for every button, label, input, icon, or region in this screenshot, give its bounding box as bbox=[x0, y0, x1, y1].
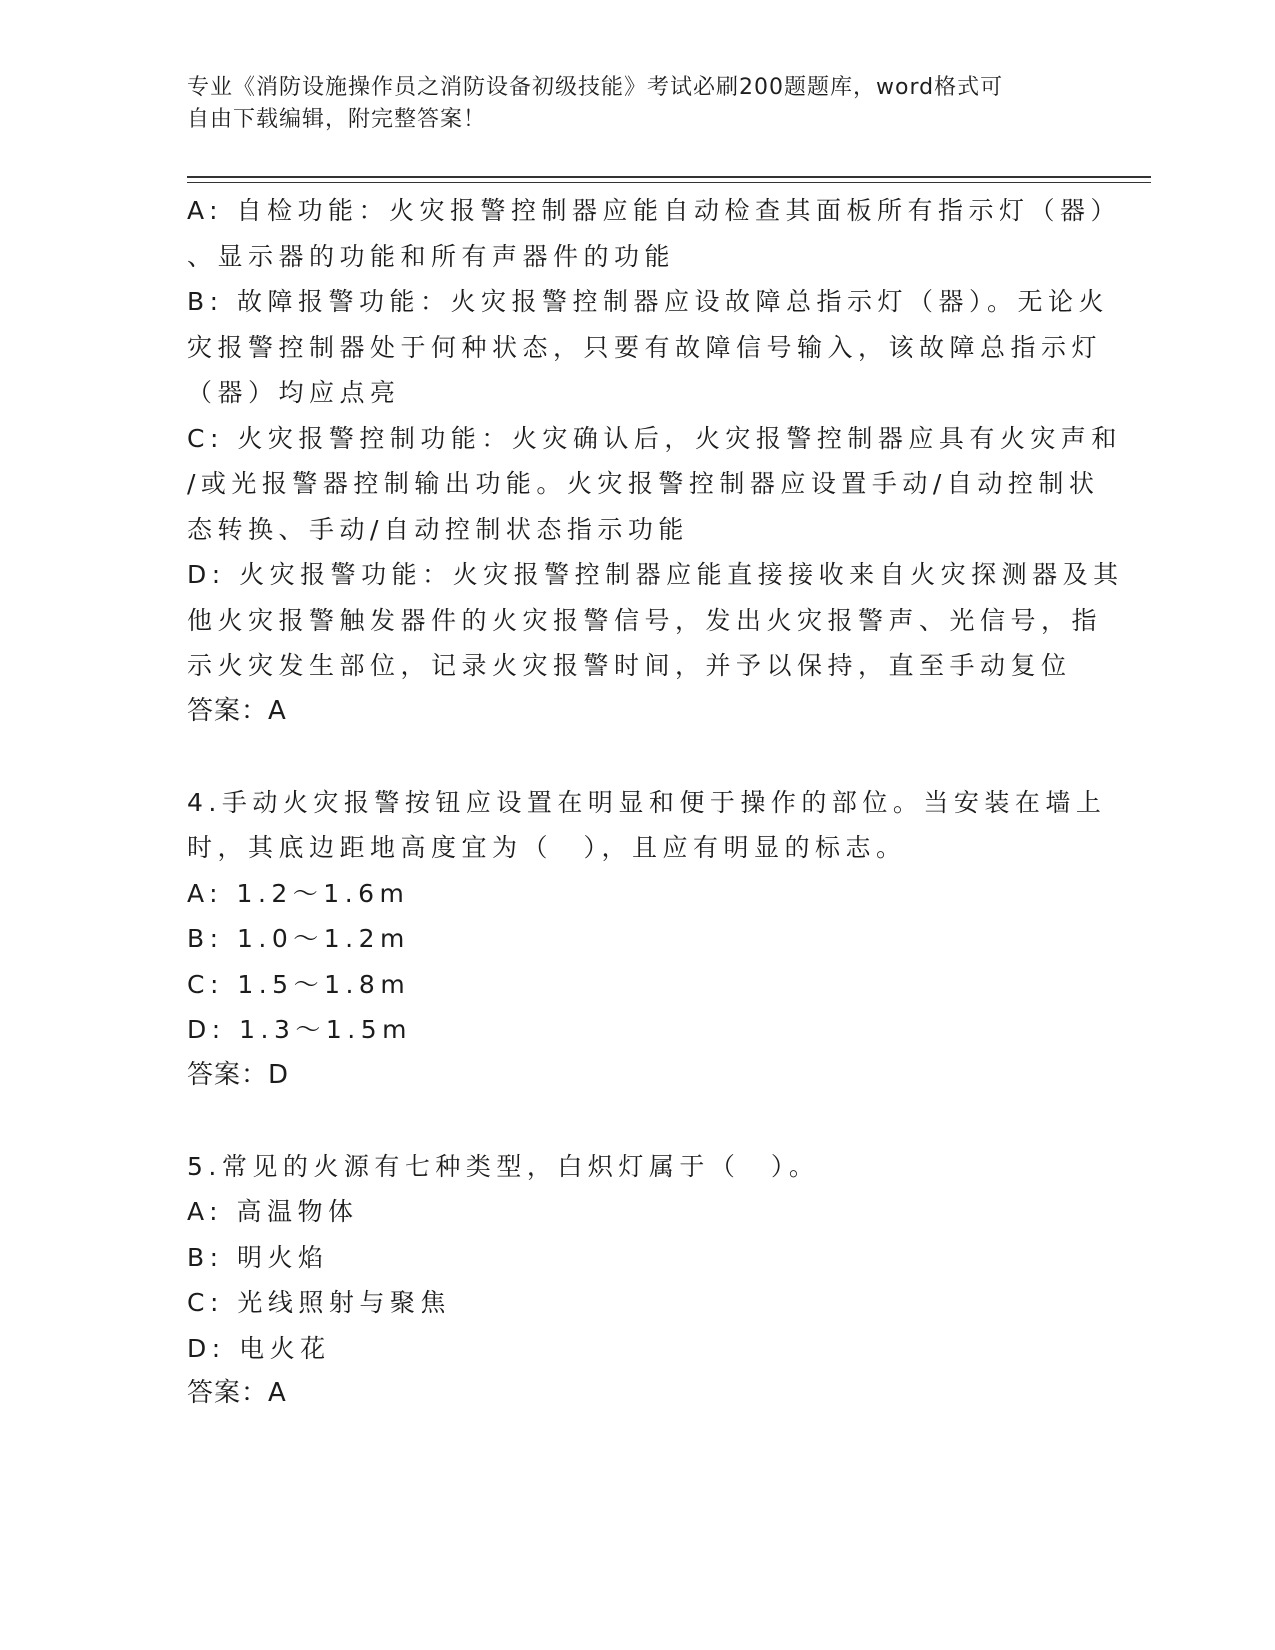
option-text-line: 、显示器的功能和所有声器件的功能 bbox=[187, 241, 676, 271]
option-a: A: 高温物体 bbox=[187, 1197, 359, 1226]
question-stem-line: 4.手动火灾报警按钮应设置在明显和便于操作的部位。当安装在墙上 bbox=[187, 787, 1107, 817]
option-c: C: 光线照射与聚焦 bbox=[187, 1288, 451, 1317]
option-a: A: 1.2～1.6m bbox=[187, 878, 410, 908]
option-c bbox=[187, 416, 1122, 553]
document-header bbox=[187, 72, 1067, 136]
spacer bbox=[187, 734, 1087, 780]
option-d bbox=[187, 552, 1124, 689]
option-text-line: /或光报警器控制输出功能。火灾报警控制器应设置手动/自动控制状 bbox=[187, 469, 1100, 498]
option-text-line: 态转换、手动/自动控制状态指示功能 bbox=[187, 514, 689, 544]
question-4 bbox=[187, 780, 1107, 1099]
option-b bbox=[187, 279, 1110, 416]
question-stem-line: 时，其底边距地高度宜为（ ），且应有明显的标志。 bbox=[187, 833, 907, 862]
question-5 bbox=[187, 1144, 1087, 1417]
question-content bbox=[187, 188, 1124, 1417]
option-text-line: D: 火灾报警功能：火灾报警控制器应能直接接收来自火灾探测器及其 bbox=[187, 560, 1124, 589]
option-b: B: 1.0～1.2m bbox=[187, 924, 410, 953]
option-text-line: B: 故障报警功能：火灾报警控制器应设故障总指示灯（器）。无论火 bbox=[187, 287, 1110, 316]
option-c: C: 1.5～1.8m bbox=[187, 969, 411, 999]
option-text-line: 灾报警控制器处于何种状态，只要有故障信号输入，该故障总指示灯 bbox=[187, 332, 1103, 362]
option-d: D: 电火花 bbox=[187, 1333, 331, 1363]
question-3 bbox=[187, 188, 1124, 734]
option-b: B: 明火焰 bbox=[187, 1242, 329, 1272]
option-text-line: 他火灾报警触发器件的火灾报警信号，发出火灾报警声、光信号，指 bbox=[187, 605, 1103, 635]
option-d: D: 1.3～1.5m bbox=[187, 1015, 412, 1044]
option-text-line: A: 自检功能：火灾报警控制器应能自动检查其面板所有指示灯（器） bbox=[187, 196, 1122, 225]
answer-line: 答案：D bbox=[187, 1059, 290, 1090]
question-stem-line: 5.常见的火源有七种类型，白炽灯属于（ ）。 bbox=[187, 1151, 820, 1181]
option-a bbox=[187, 188, 1122, 279]
spacer bbox=[187, 1098, 1087, 1144]
option-text-line: 示火灾发生部位，记录火灾报警时间，并予以保持，直至手动复位 bbox=[187, 651, 1072, 680]
option-text-line: C: 火灾报警控制功能：火灾确认后，火灾报警控制器应具有火灾声和 bbox=[187, 423, 1122, 453]
header-line-2: 自由下载编辑，附完整答案！ bbox=[187, 107, 487, 132]
header-line-1: 专业《消防设施操作员之消防设备初级技能》考试必刷200题题库，word格式可 bbox=[187, 75, 1004, 100]
header-rule-thick bbox=[187, 176, 1151, 178]
answer-line: 答案：A bbox=[187, 1378, 287, 1408]
option-text-line: （器）均应点亮 bbox=[187, 378, 401, 407]
answer-line: 答案：A bbox=[187, 695, 287, 726]
header-rule-thin bbox=[187, 182, 1151, 183]
